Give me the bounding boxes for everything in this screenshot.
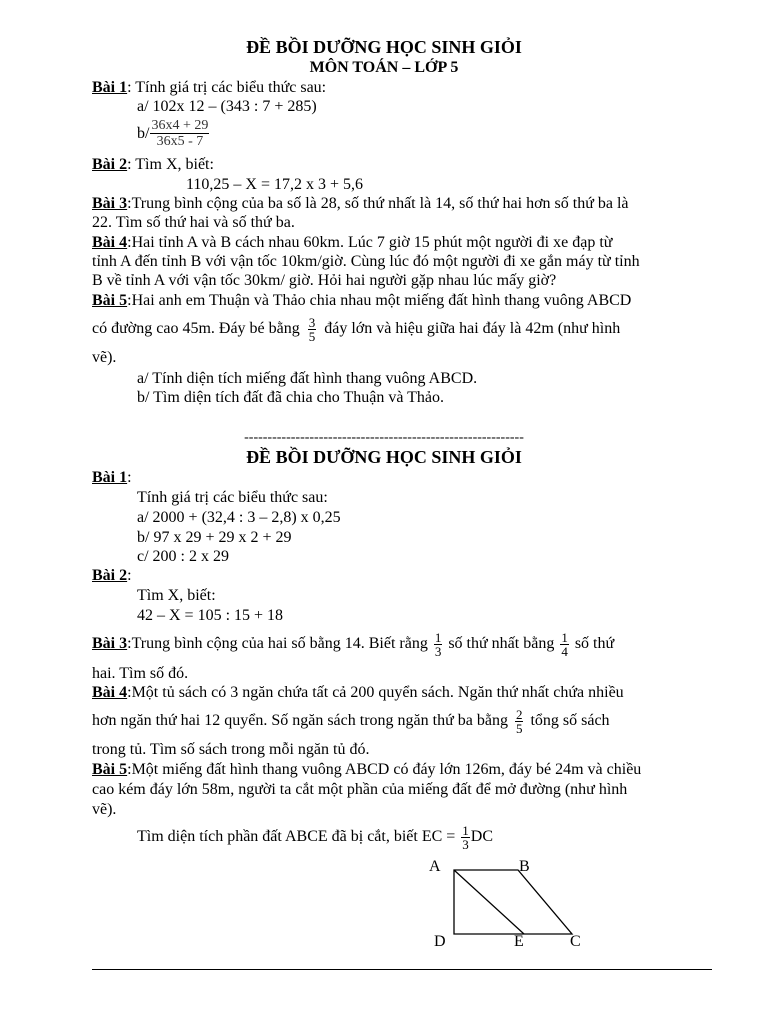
- s1-bai5-line2: [92, 313, 620, 345]
- s1-bai5-fraction: [308, 316, 317, 343]
- fraction-denominator: 36x5 - 7: [156, 134, 204, 149]
- fraction-denominator: 3: [462, 836, 469, 852]
- fraction-numerator: 1: [434, 629, 442, 645]
- s2-bai4-line1: :Một tủ sách có 3 ngăn chứa tất cả 200 quyển sách. Ngăn thứ nhất chứa nhiều: [127, 684, 624, 701]
- fraction-denominator: 5: [515, 720, 523, 736]
- section1-title: ĐỀ BỒI DƯỠNG HỌC SINH GIỎI: [246, 37, 522, 57]
- section1-subtitle: MÔN TOÁN – LỚP 5: [309, 59, 459, 76]
- vertex-label-e: E: [514, 933, 524, 950]
- s1-bai5-a: a/ Tính diện tích miếng đất hình thang vuông ABCD.: [137, 370, 478, 387]
- s2-bai1-b: b/ 97 x 29 + 29 x 2 + 29: [137, 529, 292, 546]
- fraction-numerator: 36x4 + 29: [151, 118, 209, 133]
- s1-bai3-label: Bài 3: [92, 195, 128, 212]
- fraction-numerator: 2: [515, 706, 523, 722]
- s2-bai5-line2: cao kém đáy lớn 58m, người ta cắt một phần của miếng đất để mở đường (như hình: [92, 781, 628, 798]
- s2-bai5-line3: vẽ).: [92, 801, 117, 818]
- s2-bai5-label: Bài 5: [92, 761, 128, 778]
- s2-bai1: [92, 468, 132, 487]
- s2-bai4-fraction: [515, 708, 524, 735]
- fraction-numerator: 3: [308, 314, 316, 330]
- s2-bai5-line4-b: DC: [470, 828, 494, 845]
- s2-bai3-line2: hai. Tìm số đó.: [92, 665, 189, 682]
- s2-bai3-fraction2: [560, 631, 569, 658]
- s1-bai4-line2: tỉnh A đến tỉnh B với vận tốc 10km/giờ. Cùng lúc đó một người đi xe gắn máy từ tỉnh: [92, 253, 640, 270]
- s1-bai1-b-prefix: b/: [137, 125, 150, 142]
- fraction-denominator: 5: [308, 328, 316, 344]
- s1-bai1: [92, 78, 326, 97]
- s2-bai4-line2-a: hơn ngăn thứ hai 12 quyển. Số ngăn sách trong ngăn thứ ba bằng: [92, 712, 508, 729]
- s2-bai3-label: Bài 3: [92, 635, 128, 652]
- vertex-label-a: A: [429, 858, 441, 875]
- vertex-label-b: B: [519, 858, 530, 875]
- s1-bai1-label: Bài 1: [92, 79, 128, 96]
- s2-bai5-line4: [137, 821, 493, 853]
- s2-bai4-line2: [92, 705, 610, 737]
- s2-bai1-a: a/ 2000 + (32,4 : 3 – 2,8) x 0,25: [137, 509, 341, 526]
- s1-bai5-line2-a: có đường cao 45m. Đáy bé bằng: [92, 320, 300, 337]
- s1-bai2-eq: 110,25 – X = 17,2 x 3 + 5,6: [186, 176, 364, 193]
- footer-rule: [92, 969, 712, 970]
- s2-bai4-line2-b: tổng số sách: [530, 712, 610, 729]
- s1-bai5-label: Bài 5: [92, 292, 128, 309]
- vertex-label-d: D: [434, 933, 446, 950]
- s1-bai1-text: : Tính giá trị các biểu thức sau:: [127, 79, 327, 96]
- s2-bai4-line3: trong tủ. Tìm số sách trong mỗi ngăn tủ đó.: [92, 741, 370, 758]
- s1-bai4-label: Bài 4: [92, 234, 128, 251]
- s2-bai2-label: Bài 2: [92, 567, 128, 584]
- s2-bai1-text: Tính giá trị các biểu thức sau:: [137, 489, 328, 506]
- fraction-numerator: 1: [561, 629, 568, 645]
- s1-bai2-text: : Tìm X, biết:: [127, 156, 214, 173]
- section-separator: ------------------------------------------------------------: [244, 430, 524, 445]
- s2-bai2-eq: 42 – X = 105 : 15 + 18: [137, 607, 284, 624]
- fraction-denominator: 3: [434, 643, 442, 659]
- vertex-label-c: C: [570, 933, 581, 950]
- s1-bai4-line1: :Hai tỉnh A và B cách nhau 60km. Lúc 7 giờ 15 phút một người đi xe đạp từ: [127, 234, 613, 251]
- s1-bai3-line1: :Trung bình cộng của ba số là 28, số thứ nhất là 14, số thứ hai hơn số thứ ba là: [127, 195, 629, 212]
- s2-bai5-fraction: [461, 824, 470, 851]
- s2-bai1-colon: :: [127, 469, 132, 486]
- s2-bai2: [92, 566, 132, 585]
- s1-bai4-line3: B về tỉnh A với vận tốc 30km/ giờ. Hỏi hai người gặp nhau lúc mấy giờ?: [92, 272, 557, 289]
- s1-bai1-b: [137, 118, 213, 149]
- s2-bai4-label: Bài 4: [92, 684, 128, 701]
- s1-bai5-line1: :Hai anh em Thuận và Thảo chia nhau một miếng đất hình thang vuông ABCD: [127, 292, 632, 309]
- s1-bai4: [92, 233, 612, 252]
- fraction-denominator: 4: [561, 643, 568, 659]
- s2-bai4: [92, 683, 624, 702]
- s2-bai3: [92, 628, 614, 660]
- section2-title: ĐỀ BỒI DƯỠNG HỌC SINH GIỎI: [246, 447, 522, 467]
- s2-bai3-line1-c: số thứ: [574, 635, 615, 652]
- segment-ae: [454, 870, 524, 934]
- s1-bai1-a: a/ 102x 12 – (343 : 7 + 285): [137, 98, 317, 115]
- s1-bai5-b: b/ Tìm diện tích đất đã chia cho Thuận và Thảo.: [137, 389, 445, 406]
- s2-bai2-colon: :: [127, 567, 132, 584]
- s2-bai2-text: Tìm X, biết:: [137, 587, 216, 604]
- s1-bai1-b-fraction: [150, 118, 209, 149]
- s1-bai3: [92, 194, 629, 213]
- s1-bai2-label: Bài 2: [92, 156, 128, 173]
- trapezoid-figure: [420, 850, 600, 955]
- s2-bai1-label: Bài 1: [92, 469, 128, 486]
- s2-bai5-line4-a: Tìm diện tích phần đất ABCE đã bị cắt, biết EC =: [137, 828, 456, 845]
- fraction-numerator: 1: [462, 822, 469, 838]
- s2-bai3-line1-b: số thứ nhất bằng: [448, 635, 555, 652]
- s2-bai3-line1-a: :Trung bình cộng của hai số bằng 14. Biết rằng: [127, 635, 428, 652]
- s1-bai2: [92, 155, 214, 174]
- s2-bai5: [92, 760, 641, 779]
- s2-bai3-fraction1: [434, 631, 443, 658]
- s1-bai5: [92, 291, 631, 310]
- s2-bai1-c: c/ 200 : 2 x 29: [137, 548, 229, 565]
- s1-bai5-line2-b: đáy lớn và hiệu giữa hai đáy là 42m (như hình: [324, 320, 621, 337]
- s2-bai5-line1: :Một miếng đất hình thang vuông ABCD có đáy lớn 126m, đáy bé 24m và chiều: [127, 761, 642, 778]
- s1-bai5-line3: vẽ).: [92, 349, 117, 366]
- s1-bai3-line2: 22. Tìm số thứ hai và số thứ ba.: [92, 214, 295, 231]
